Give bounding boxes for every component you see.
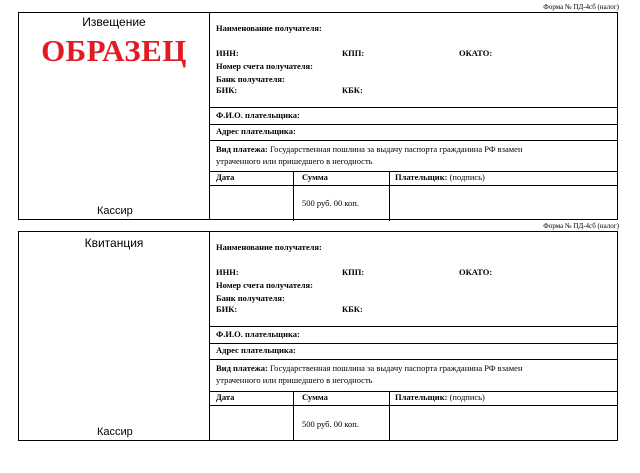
bank-label: Банк получателя:	[216, 74, 285, 84]
notice-recipient-section	[209, 13, 617, 108]
okato-label: ОКАТО:	[459, 267, 493, 277]
payment-type-text-1: Государственная пошлина за выдачу паспорта гражданина РФ взамен	[270, 144, 523, 154]
payment-type-line1	[216, 144, 523, 155]
receipt-payer-address-row	[209, 343, 617, 360]
payment-type-label: Вид платежа:	[216, 363, 268, 373]
receipt-payment-type-row	[209, 359, 617, 392]
account-label: Номер счета получателя:	[216, 280, 313, 290]
form-number-receipt: Форма № ПД-4сб (налог)	[543, 222, 619, 230]
kbk-label: КБК:	[342, 85, 363, 95]
payer-name-label: Ф.И.О. плательщика:	[216, 329, 300, 339]
payer-label: Плательщик:	[395, 392, 448, 402]
receipt-block	[18, 231, 618, 441]
table-divider	[293, 171, 294, 221]
notice-cashier-label: Кассир	[97, 205, 133, 217]
payer-address-label: Адрес плательщика:	[216, 345, 296, 355]
notice-payer-name-row	[209, 107, 617, 125]
signature-note: (подпись)	[449, 172, 485, 182]
notice-left-column	[19, 13, 210, 219]
payment-type-text-2: утраченного или пришедшего в негодность	[216, 375, 373, 385]
sum-header: Сумма	[302, 172, 328, 182]
form-number-notice: Форма № ПД-4сб (налог)	[543, 3, 619, 11]
bank-label: Банк получателя:	[216, 293, 285, 303]
payment-type-text-2: утраченного или пришедшего в негодность	[216, 156, 373, 166]
notice-payer-address-row	[209, 124, 617, 141]
notice-details	[209, 13, 617, 219]
notice-payment-type-row	[209, 140, 617, 172]
table-divider	[293, 391, 294, 441]
notice-block	[18, 12, 618, 220]
notice-table-header	[209, 171, 617, 186]
signature-note: (подпись)	[449, 392, 485, 402]
inn-label: ИНН:	[216, 48, 239, 58]
amount-value: 500 руб. 00 коп.	[302, 198, 359, 208]
payer-signature-header	[395, 172, 485, 183]
receipt-recipient-section	[209, 232, 617, 327]
receipt-details	[209, 232, 617, 440]
receipt-payer-name-row	[209, 326, 617, 344]
receipt-table-header	[209, 391, 617, 406]
date-header: Дата	[216, 392, 235, 402]
payer-address-label: Адрес плательщика:	[216, 126, 296, 136]
receipt-left-column	[19, 232, 210, 440]
inn-label: ИНН:	[216, 267, 239, 277]
payer-signature-header	[395, 392, 485, 403]
recipient-name-label: Наименование получателя:	[216, 23, 322, 33]
payer-name-label: Ф.И.О. плательщика:	[216, 110, 300, 120]
amount-value: 500 руб. 00 коп.	[302, 419, 359, 429]
payment-type-text-1: Государственная пошлина за выдачу паспорта гражданина РФ взамен	[270, 363, 523, 373]
sum-header: Сумма	[302, 392, 328, 402]
okato-label: ОКАТО:	[459, 48, 493, 58]
recipient-name-label: Наименование получателя:	[216, 242, 322, 252]
payment-type-line1	[216, 363, 523, 374]
notice-title: Извещение	[82, 15, 146, 29]
sample-stamp: ОБРАЗЕЦ	[41, 33, 187, 68]
account-label: Номер счета получателя:	[216, 61, 313, 71]
payment-type-label: Вид платежа:	[216, 144, 268, 154]
kbk-label: КБК:	[342, 304, 363, 314]
kpp-label: КПП:	[342, 267, 365, 277]
table-divider	[389, 391, 390, 441]
receipt-title: Квитанция	[84, 236, 144, 250]
bik-label: БИК:	[216, 85, 238, 95]
receipt-cashier-label: Кассир	[97, 426, 133, 438]
bik-label: БИК:	[216, 304, 238, 314]
kpp-label: КПП:	[342, 48, 365, 58]
table-divider	[389, 171, 390, 221]
payer-label: Плательщик:	[395, 172, 448, 182]
date-header: Дата	[216, 172, 235, 182]
